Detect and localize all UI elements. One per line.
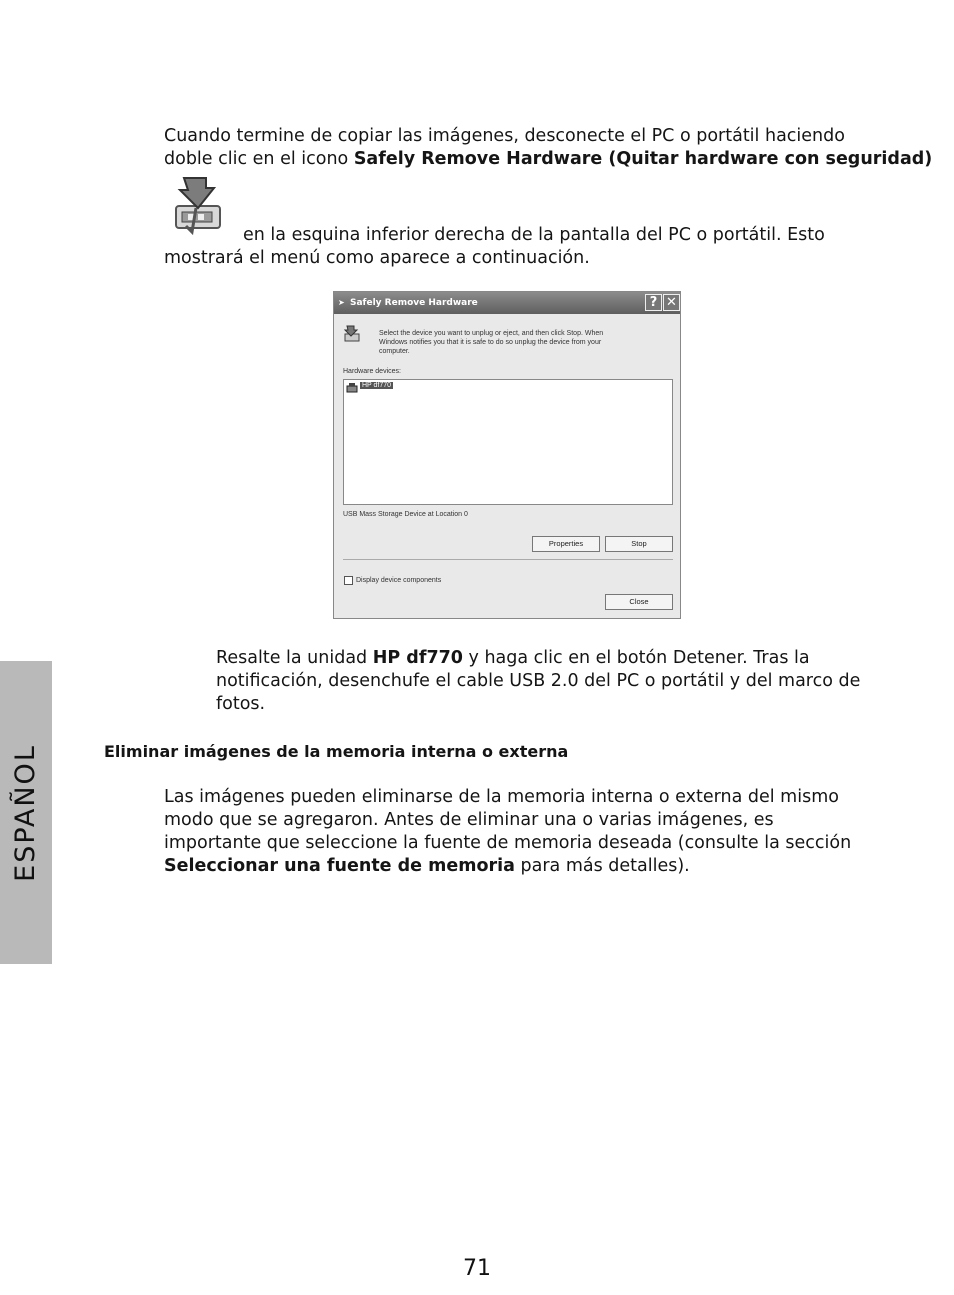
safely-remove-hardware-term: Safely Remove Hardware (Quitar hardware con seguridad) xyxy=(353,149,933,169)
display-components-checkbox[interactable] xyxy=(344,576,353,585)
instruction-line1: Select the device you want to unplug or eject, and then click Stop. When xyxy=(379,330,604,337)
hardware-device-icon xyxy=(342,324,362,344)
close-icon[interactable]: ✕ xyxy=(663,294,680,311)
language-side-label: ESPAÑOL xyxy=(10,744,41,882)
stop-button[interactable]: Stop xyxy=(605,536,673,552)
close-button[interactable]: Close xyxy=(605,594,673,610)
device-hp-df770[interactable]: HP df770 xyxy=(362,382,392,389)
usb-device-icon xyxy=(346,382,358,393)
device-location-text: USB Mass Storage Device at Location 0 xyxy=(343,511,468,518)
help-button[interactable]: ? xyxy=(645,294,662,311)
para1-line2-text: doble clic en el icono xyxy=(164,149,354,169)
para3-line1: Las imágenes pueden eliminarse de la memoria interna o externa del mismo xyxy=(164,787,839,807)
properties-button[interactable]: Properties xyxy=(532,536,600,552)
para2-line1-rest: y haga clic en el botón Detener. Tras la xyxy=(462,648,810,668)
para3-line4 xyxy=(164,855,690,878)
para1-line4: mostrará el menú como aparece a continuación. xyxy=(164,248,590,268)
para1-line1: Cuando termine de copiar las imágenes, desconecte el PC o portátil haciendo xyxy=(164,126,845,146)
instruction-line2: Windows notifies you that it is safe to do so unplug the device from your xyxy=(379,339,602,346)
dialog-body xyxy=(334,314,680,618)
section-heading: Eliminar imágenes de la memoria interna o externa xyxy=(104,742,569,761)
safely-remove-hardware-dialog xyxy=(333,291,681,619)
dialog-separator xyxy=(343,559,673,560)
dialog-title: Safely Remove Hardware xyxy=(350,298,478,308)
safely-remove-hardware-icon xyxy=(166,172,232,236)
para2-line3: fotos. xyxy=(216,694,266,714)
para1-line2 xyxy=(164,148,932,171)
hp-df770-term: HP df770 xyxy=(372,648,463,668)
hardware-devices-list[interactable] xyxy=(343,379,673,505)
instruction-line3: computer. xyxy=(379,348,410,355)
para3-line2: modo que se agregaron. Antes de eliminar una o varias imágenes, es xyxy=(164,810,774,830)
hardware-devices-label: Hardware devices: xyxy=(343,368,401,375)
para3-line4-rest: para más detalles). xyxy=(514,856,690,876)
para2-line1 xyxy=(216,647,810,670)
page-number: 71 xyxy=(463,1256,491,1281)
para1-line3: en la esquina inferior derecha de la pantalla del PC o portátil. Esto xyxy=(243,225,825,245)
dialog-titlebar xyxy=(334,292,680,314)
para3-line3: importante que seleccione la fuente de memoria deseada (consulte la sección xyxy=(164,833,852,853)
para2-line2: notificación, desenchufe el cable USB 2.0 del PC o portátil y del marco de xyxy=(216,671,861,691)
memory-source-term: Seleccionar una fuente de memoria xyxy=(164,856,515,876)
titlebar-hardware-icon: ➤ xyxy=(338,298,345,307)
display-components-label: Display device components xyxy=(356,577,442,584)
para2-line1-text: Resalte la unidad xyxy=(216,648,373,668)
